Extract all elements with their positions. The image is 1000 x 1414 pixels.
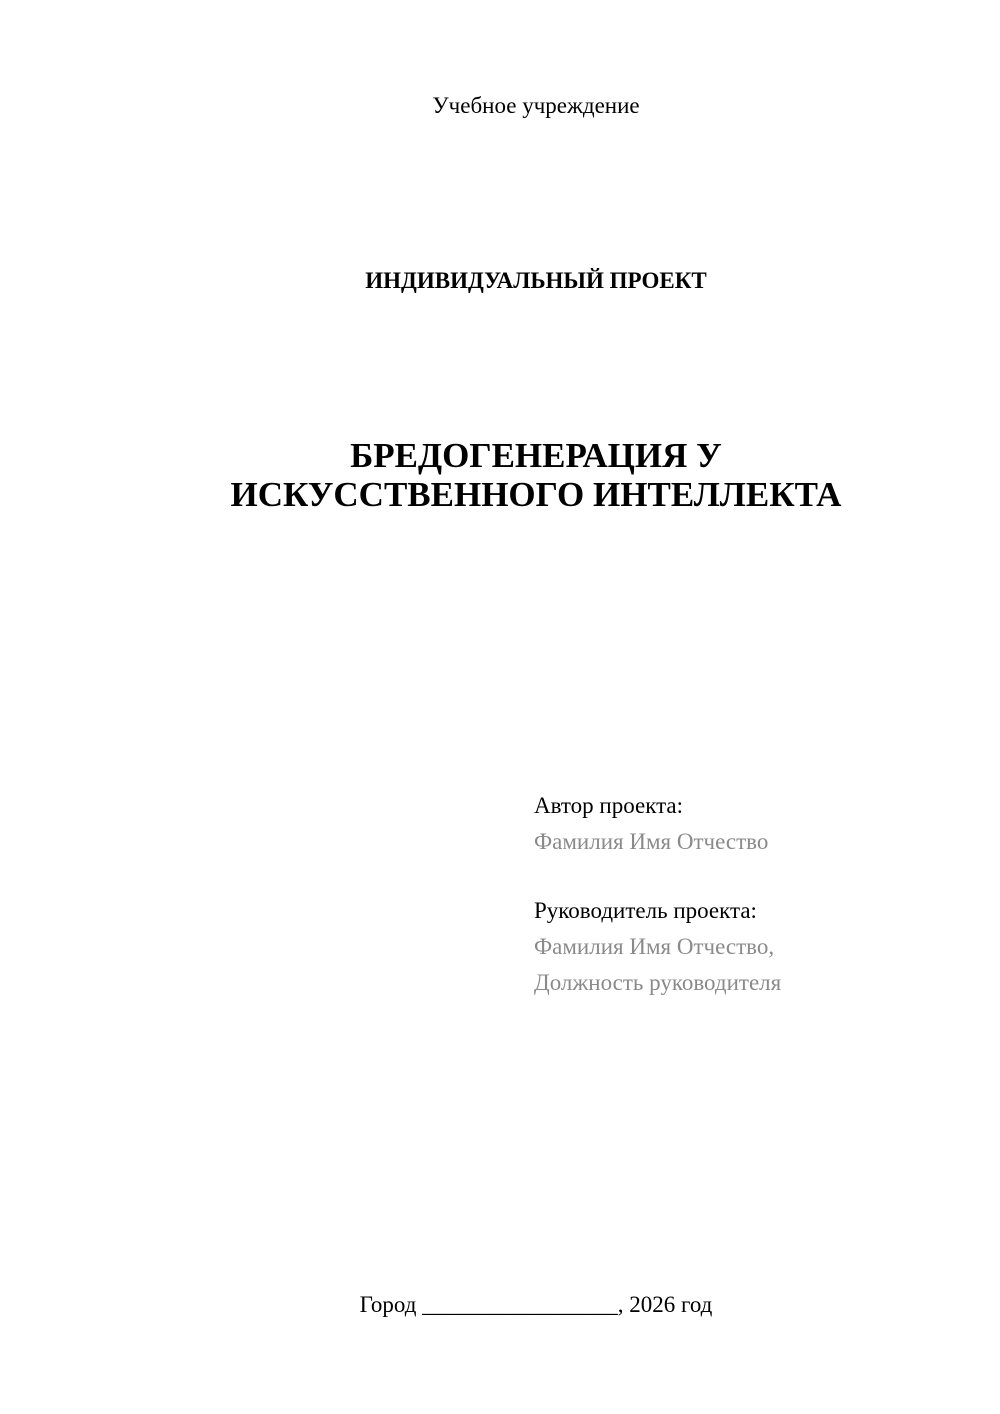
project-type-heading: ИНДИВИДУАЛЬНЫЙ ПРОЕКТ (365, 268, 707, 293)
supervisor-name: Фамилия Имя Отчество, (534, 934, 775, 959)
project-title-line-1: БРЕДОГЕНЕРАЦИЯ У (350, 436, 722, 475)
author-name: Фамилия Имя Отчество (534, 829, 769, 854)
supervisor-position: Должность руководителя (534, 970, 782, 995)
city-year-line: Город _________________, 2026 год (359, 1292, 713, 1317)
author-label: Автор проекта: (534, 793, 683, 818)
credits-spacer (534, 860, 974, 893)
project-title-line-2: ИСКУССТВЕННОГО ИНТЕЛЛЕКТА (230, 475, 842, 514)
project-title (0, 436, 1000, 514)
institution-name: Учебное учреждение (432, 93, 640, 118)
project-credits (534, 788, 974, 1001)
supervisor-label: Руководитель проекта: (534, 898, 757, 923)
